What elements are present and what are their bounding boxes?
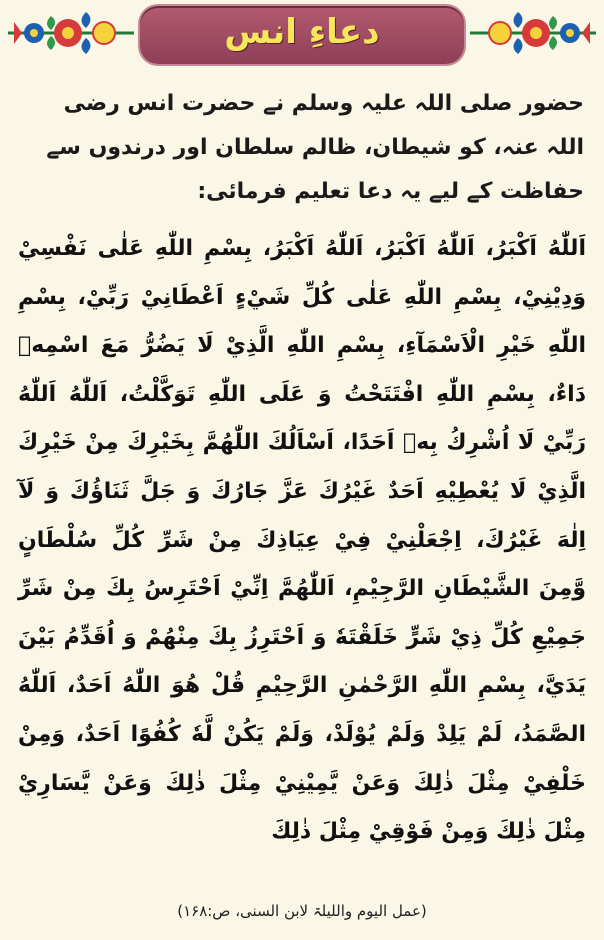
intro-text: حضور صلی اللہ علیہ وسلم نے حضرت انس رضی اللہ عنہ، کو شیطان، ظالم سلطان اور درندوں سے حفاظت کے لیے یہ دعا تعلیم فرمائی: (46, 91, 584, 204)
header (0, 0, 604, 70)
floral-ornament-right-icon (468, 2, 598, 64)
dua-text: اَللّٰهُ اَكْبَرُ، اَللّٰهُ اَكْبَرُ، اَللّٰهُ اَكْبَرُ، بِسْمِ اللّٰهِ عَلٰى نَفْسِيْ وَدِيْنِيْ، بِسْمِ اللّٰهِ عَلٰى كُلِّ شَيْءٍ اَعْطَانِيْ رَبِّيْ، بِسْمِ اللّٰهِ خَيْرِ الْاَسْمَآءِ، بِسْمِ اللّٰهِ الَّذِيْ لَا يَضُرُّ مَعَ اسْمِهٖ دَاءٌ، بِسْمِ اللّٰهِ افْتَتَحْتُ وَ عَلَى اللّٰهِ تَوَكَّلْتُ، اَللّٰهُ اَللّٰهُ رَبِّيْ لَا اُشْرِكُ بِهٖ اَحَدًا، اَسْاَلُكَ اللّٰهُمَّ بِخَيْرِكَ مِنْ خَيْرِكَ الَّذِيْ لَا يُعْطِيْهِ اَحَدٌ غَيْرُكَ عَزَّ جَارُكَ وَ جَلَّ ثَنَاؤُكَ وَ لَآ اِلٰهَ غَيْرُكَ، اِجْعَلْنِيْ فِيْ عِيَاذِكَ مِنْ شَرِّ كُلِّ سُلْطَانٍ وَّمِنَ الشَّيْطَانِ الرَّجِيْمِ، اَللّٰهُمَّ اِنِّيْ اَحْتَرِسُ بِكَ مِنْ شَرِّ جَمِيْعِ كُلِّ ذِيْ شَرٍّ خَلَقْتَهٗ وَ اَحْتَرِزُ بِكَ مِنْهُمْ وَ اُقَدِّمُ بَيْنَ يَدَيَّ، بِسْمِ اللّٰهِ الرَّحْمٰنِ الرَّحِيْمِ قُلْ هُوَ اللّٰهُ اَحَدٌ، اَللّٰهُ الصَّمَدُ، لَمْ يَلِدْ وَلَمْ يُوْلَدْ، وَلَمْ يَكُنْ لَّهٗ كُفُوًا اَحَدٌ، وَمِنْ خَلْفِيْ مِثْلَ ذٰلِكَ وَعَنْ يَّمِيْنِيْ مِثْلَ ذٰلِكَ وَعَنْ يَّسَارِيْ مِثْلَ ذٰلِكَ وَمِنْ فَوْقِيْ مِثْلَ ذٰلِكَ (18, 236, 586, 845)
page-title: دعاءِ انس (224, 12, 380, 52)
title-banner (140, 6, 464, 64)
floral-ornament-left-icon (6, 2, 136, 64)
reference-citation: (عمل الیوم واللیلۃ لابن السنی، ص:۱۶۸) (177, 902, 427, 920)
